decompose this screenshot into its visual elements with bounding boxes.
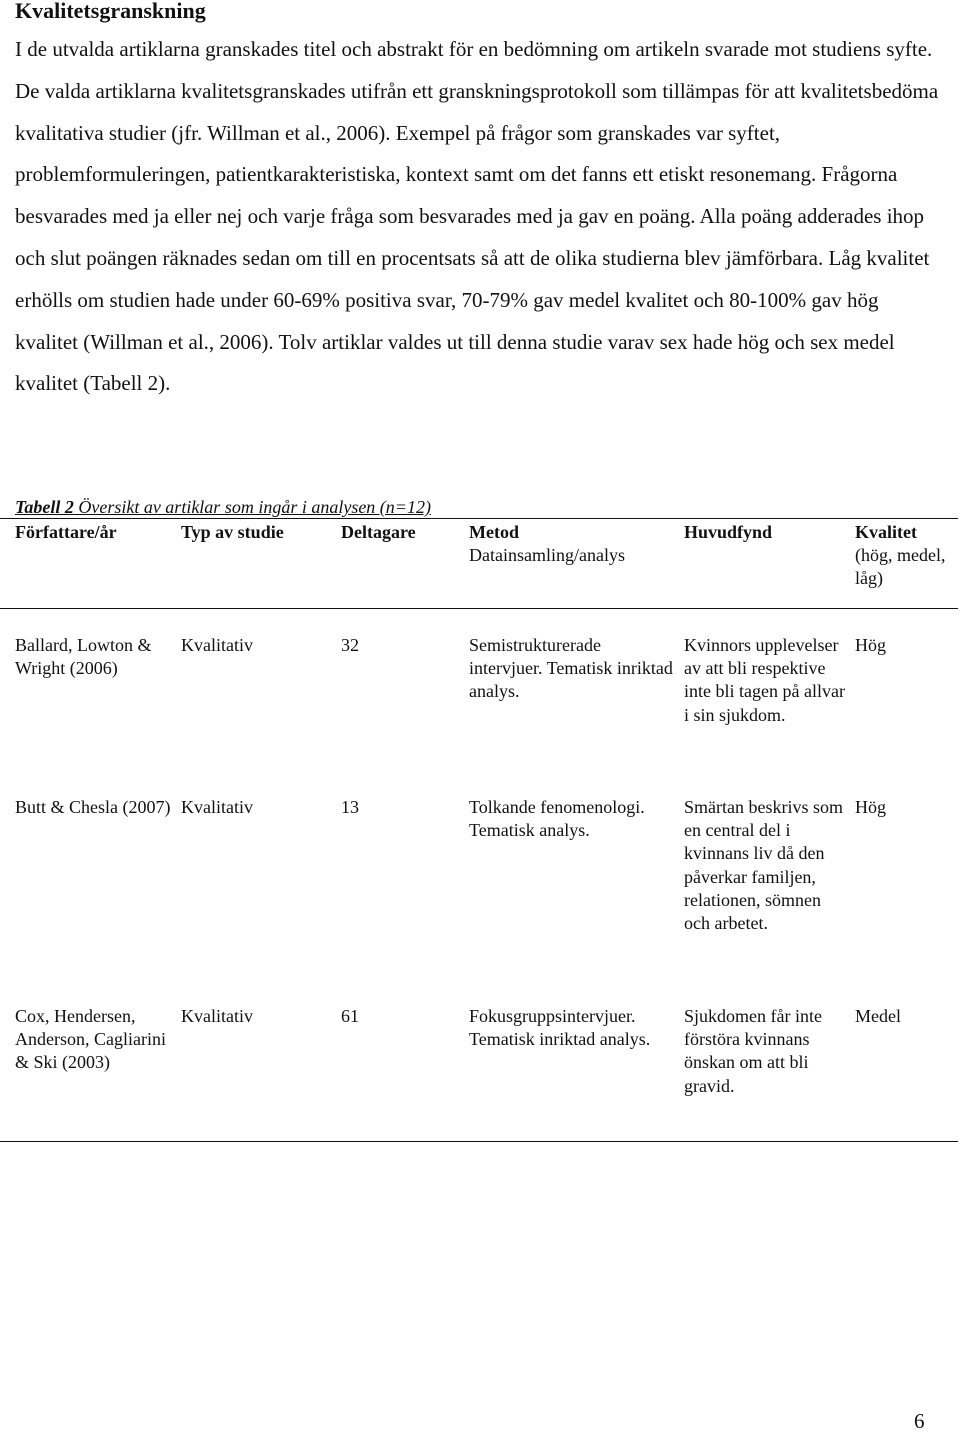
cell-author: Butt & Chesla (2007)	[15, 797, 171, 817]
cell-author: Cox, Hendersen, Anderson, Cagliarini & Ski (2003)	[15, 1006, 166, 1073]
table-top-rule	[0, 518, 958, 519]
table-header-rule	[0, 608, 958, 609]
header-participants: Deltagare	[341, 522, 416, 542]
header-author: Författare/år	[15, 522, 117, 542]
table-caption	[15, 496, 431, 518]
header-quality-sub: (hög, medel, låg)	[855, 545, 946, 589]
cell-quality: Hög	[855, 797, 886, 817]
cell-quality: Hög	[855, 635, 886, 655]
body-paragraph: I de utvalda artiklarna granskades titel och abstrakt för en bedömning om artikeln svarade mot studiens syfte. De valda artiklarna kvalitetsgranskades utifrån ett granskningsprotokoll som tillämpas för att kvalitetsbedöma kvalitativa studier (jfr. Willman et al., 2006). Exempel på frågor som granskades var syftet, problemformuleringen, patientkarakteristiska, kontext samt om det fanns ett etiskt resonemang. Frågorna besvarades med ja eller nej och varje fråga som besvarades med ja gav en poäng. Alla poäng adderades ihop och slut poängen räknades sedan om till en procentsats så att de olika studierna blev jämförbara. Låg kvalitet erhölls om studien hade under 60-69% positiva svar, 70-79% gav medel kvalitet och 80-100% gav hög kvalitet (Willman et al., 2006). Tolv artiklar valdes ut till denna studie varav sex hade hög och sex medel kvalitet (Tabell 2).	[15, 37, 939, 396]
cell-findings: Kvinnors upplevelser av att bli respektive inte bli tagen på allvar i sin sjukdom.	[684, 635, 845, 725]
section-heading: Kvalitetsgranskning	[15, 0, 206, 23]
cell-participants: 32	[341, 635, 359, 655]
table-caption-label: Tabell 2	[15, 497, 74, 517]
cell-quality: Medel	[855, 1006, 901, 1026]
cell-type: Kvalitativ	[181, 635, 253, 655]
cell-method: Tolkande fenomenologi. Tematisk analys.	[469, 797, 645, 841]
cell-method: Semistrukturerade intervjuer. Tematisk inriktad analys.	[469, 635, 673, 702]
cell-participants: 61	[341, 1006, 359, 1026]
header-quality-label: Kvalitet	[855, 522, 917, 542]
cell-participants: 13	[341, 797, 359, 817]
cell-findings: Smärtan beskrivs som en central del i kvinnans liv då den påverkar familjen, relationen, sömnen och arbetet.	[684, 797, 843, 934]
cell-method: Fokusgruppsintervjuer. Tematisk inriktad analys.	[469, 1006, 651, 1050]
table-bottom-rule	[0, 1141, 958, 1142]
cell-author: Ballard, Lowton & Wright (2006)	[15, 635, 152, 679]
table-caption-text: Översikt av artiklar som ingår i analysen (n=12)	[73, 497, 431, 517]
header-type: Typ av studie	[181, 522, 284, 542]
header-findings: Huvudfynd	[684, 522, 773, 542]
page-number: 6	[914, 1409, 925, 1433]
cell-findings: Sjukdomen får inte förstöra kvinnans önskan om att bli gravid.	[684, 1006, 822, 1096]
header-method	[469, 521, 674, 567]
header-method-sub: Datainsamling/analys	[469, 545, 625, 566]
cell-type: Kvalitativ	[181, 1006, 253, 1026]
header-method-label: Metod	[469, 522, 519, 542]
cell-type: Kvalitativ	[181, 797, 253, 817]
header-quality	[855, 521, 955, 591]
